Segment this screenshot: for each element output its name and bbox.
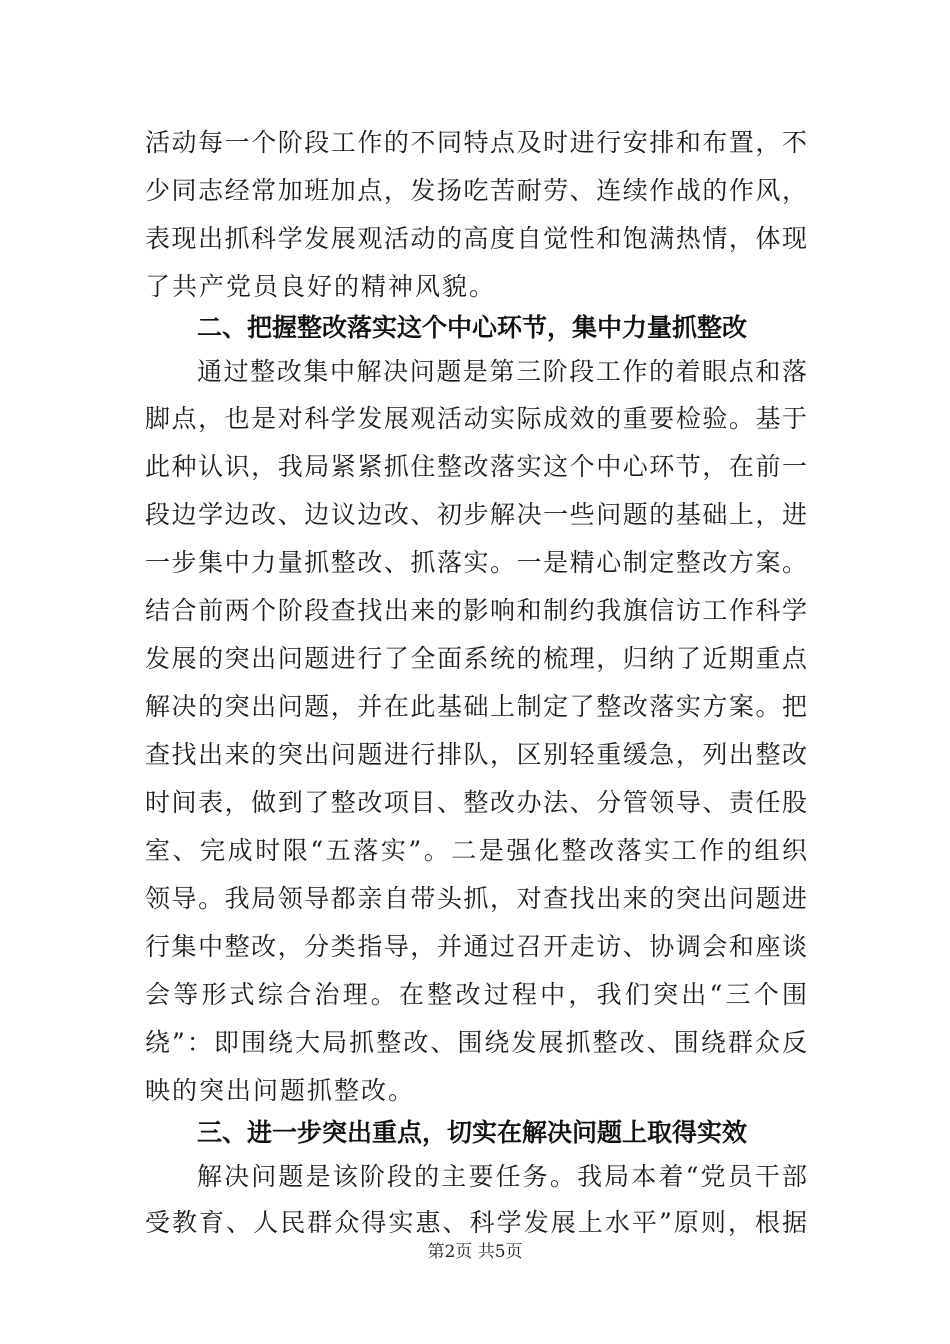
text-line: 表现出抓科学发展观活动的高度自觉性和饱满热情，体现 bbox=[145, 224, 807, 253]
text-line: 了共产党员良好的精神风貌。 bbox=[145, 272, 497, 301]
text-line: 绕”：即围绕大局抓整改、围绕发展抓整改、围绕群众反 bbox=[145, 1028, 807, 1057]
text-line: 一步集中力量抓整改、抓落实。一是精心制定整改方案。 bbox=[145, 548, 807, 577]
text-line: 活动每一个阶段工作的不同特点及时进行安排和布置，不 bbox=[145, 128, 807, 157]
page-number-footer: 第2页 共5页 bbox=[427, 1242, 523, 1262]
text-line: 查找出来的突出问题进行排队，区别轻重缓急，列出整改 bbox=[145, 740, 807, 769]
text-line: 映的突出问题抓整改。 bbox=[145, 1076, 416, 1105]
text-line: 受教育、人民群众得实惠、科学发展上水平”原则，根据 bbox=[145, 1208, 807, 1237]
text-line: 解决问题是该阶段的主要任务。我局本着“党员干部 bbox=[197, 1162, 807, 1191]
section-heading-3: 三、进一步突出重点，切实在解决问题上取得实效 bbox=[197, 1118, 748, 1147]
text-line: 会等形式综合治理。在整改过程中，我们突出“三个围 bbox=[145, 980, 807, 1009]
section-heading-2: 二、把握整改落实这个中心环节，集中力量抓整改 bbox=[197, 313, 748, 342]
text-line: 少同志经常加班加点，发扬吃苦耐劳、连续作战的作风， bbox=[145, 176, 807, 205]
text-line: 解决的突出问题，并在此基础上制定了整改落实方案。把 bbox=[145, 692, 807, 721]
text-line: 时间表，做到了整改项目、整改办法、分管领导、责任股 bbox=[145, 788, 807, 817]
text-line: 行集中整改，分类指导，并通过召开走访、协调会和座谈 bbox=[145, 932, 807, 961]
text-line: 脚点，也是对科学发展观活动实际成效的重要检验。基于 bbox=[145, 404, 807, 433]
text-line: 结合前两个阶段查找出来的影响和制约我旗信访工作科学 bbox=[145, 596, 807, 625]
text-line: 段边学边改、边议边改、初步解决一些问题的基础上，进 bbox=[145, 500, 807, 529]
text-line: 通过整改集中解决问题是第三阶段工作的着眼点和落 bbox=[197, 357, 807, 386]
text-line: 室、完成时限“五落实”。二是强化整改落实工作的组织 bbox=[145, 836, 807, 865]
text-line: 领导。我局领导都亲自带头抓，对查找出来的突出问题进 bbox=[145, 884, 807, 913]
text-line: 此种认识，我局紧紧抓住整改落实这个中心环节，在前一 bbox=[145, 452, 807, 481]
text-line: 发展的突出问题进行了全面系统的梳理，归纳了近期重点 bbox=[145, 644, 807, 673]
